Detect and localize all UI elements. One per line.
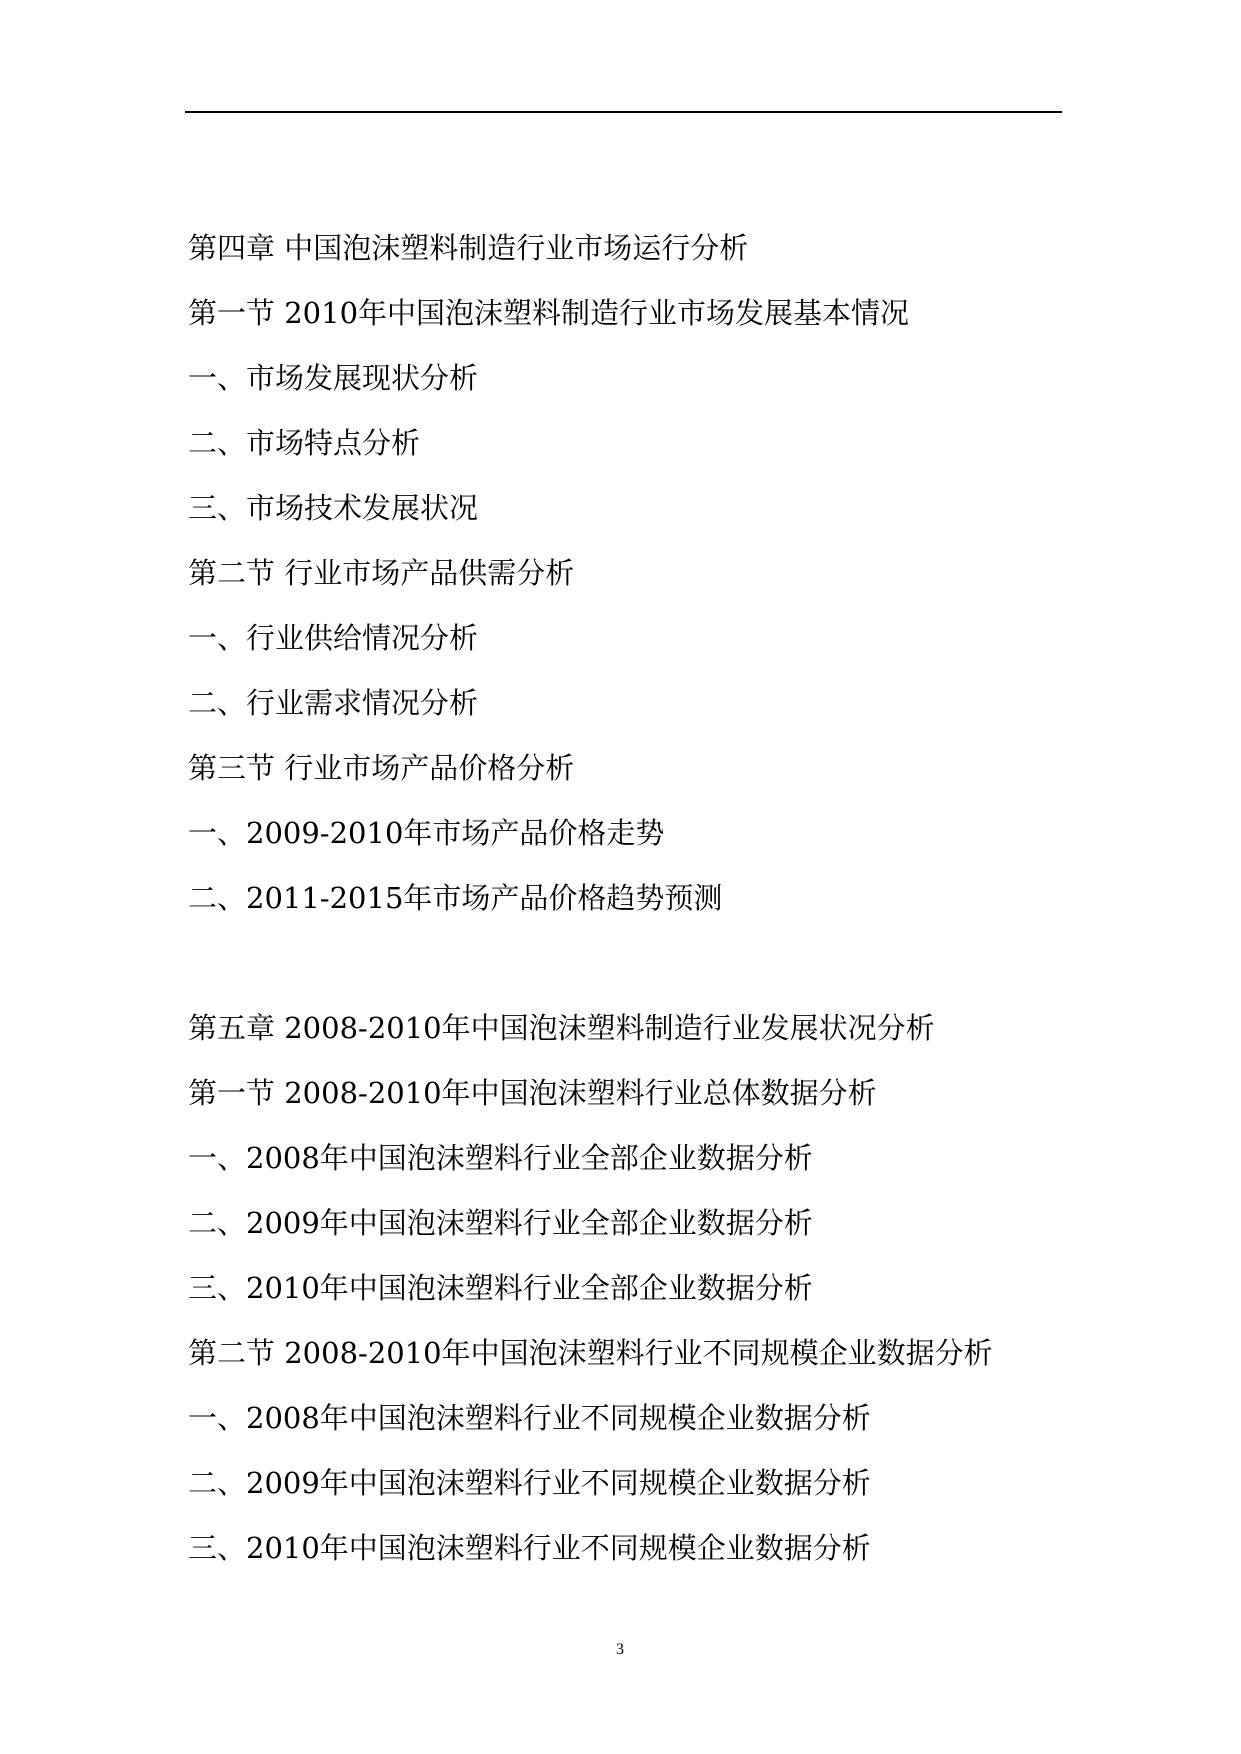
toc-item: 一、行业供给情况分析: [188, 621, 479, 655]
toc-item: 三、市场技术发展状况: [188, 491, 479, 525]
toc-item: 二、2011-2015年市场产品价格趋势预测: [188, 881, 723, 915]
toc-item: 二、2009年中国泡沫塑料行业全部企业数据分析: [188, 1206, 813, 1240]
chapter-4-section-1-heading: 第一节 2010年中国泡沫塑料制造行业市场发展基本情况: [188, 296, 910, 330]
page-number: 3: [616, 1641, 624, 1658]
chapter-4-section-2-heading: 第二节 行业市场产品供需分析: [188, 556, 575, 590]
toc-item: 二、行业需求情况分析: [188, 686, 479, 720]
chapter-5-heading: 第五章 2008-2010年中国泡沫塑料制造行业发展状况分析: [188, 1011, 935, 1045]
header-rule: [185, 111, 1062, 113]
chapter-5-section-1-heading: 第一节 2008-2010年中国泡沫塑料行业总体数据分析: [188, 1076, 877, 1110]
toc-item: 一、2008年中国泡沫塑料行业全部企业数据分析: [188, 1141, 813, 1175]
toc-item: 一、2009-2010年市场产品价格走势: [188, 816, 665, 850]
chapter-4-section-3-heading: 第三节 行业市场产品价格分析: [188, 751, 575, 785]
toc-item: 一、市场发展现状分析: [188, 361, 479, 395]
chapter-5-section-2-heading: 第二节 2008-2010年中国泡沫塑料行业不同规模企业数据分析: [188, 1336, 993, 1370]
toc-item: 三、2010年中国泡沫塑料行业不同规模企业数据分析: [188, 1531, 871, 1565]
chapter-4-heading: 第四章 中国泡沫塑料制造行业市场运行分析: [188, 231, 749, 265]
toc-item: 一、2008年中国泡沫塑料行业不同规模企业数据分析: [188, 1401, 871, 1435]
toc-item: 二、市场特点分析: [188, 426, 421, 460]
toc-item: 二、2009年中国泡沫塑料行业不同规模企业数据分析: [188, 1466, 871, 1500]
toc-item: 三、2010年中国泡沫塑料行业全部企业数据分析: [188, 1271, 813, 1305]
